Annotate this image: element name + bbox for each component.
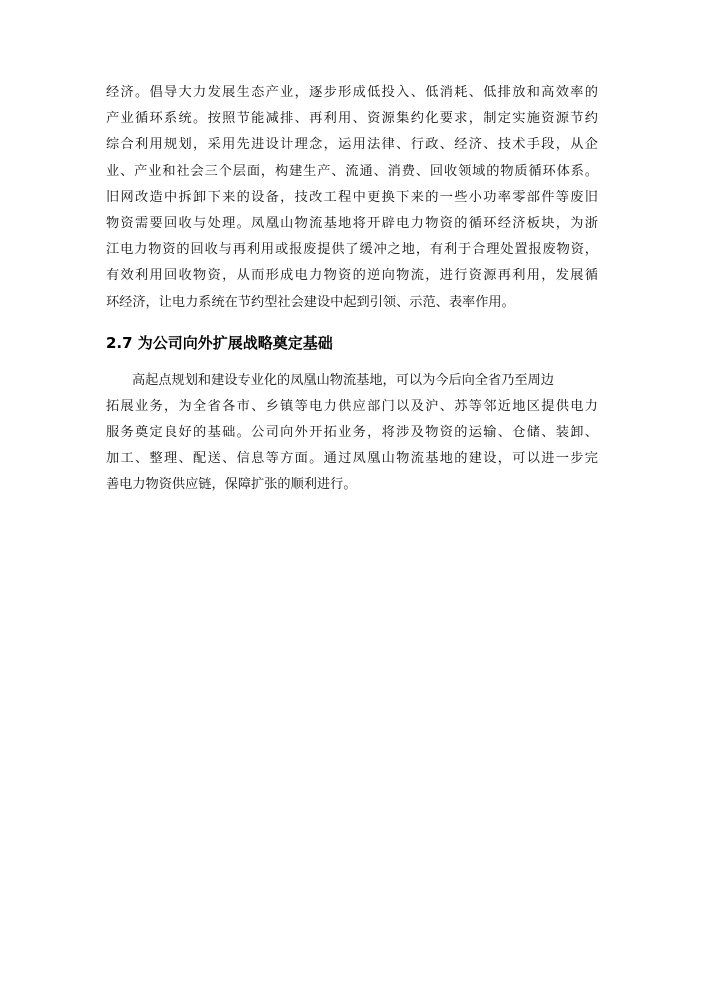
text-line: 产业循环系统。按照节能减排、再利用、资源集约化要求，制定实施资源节约 (106, 111, 598, 127)
text-line: 高起点规划和建设专业化的凤凰山物流基地，可以为今后向全省乃至周边 (132, 372, 554, 388)
text-line: 加工、整理、配送、信息等方面。通过凤凰山物流基地的建设，可以进一步完 (106, 451, 598, 467)
text-line: 经济。倡导大力发展生态产业，逐步形成低投入、低消耗、低排放和高效率的 (106, 85, 598, 100)
text-line: 服务奠定良好的基础。公司向外开拓业务，将涉及物资的运输、仓储、装卸、 (106, 425, 598, 441)
text-line: 环经济，让电力系统在节约型社会建设中起到引领、示范、表率作用。 (106, 294, 515, 310)
text-line: 综合利用规划，采用先进设计理念，运用法律、行政、经济、技术手段，从企 (106, 137, 598, 153)
text-line: 善电力物资供应链，保障扩张的顺利进行。 (106, 477, 357, 493)
paragraph-expansion-strategy (106, 368, 598, 499)
section-heading-2-7: 2.7 为公司向外扩展战略奠定基础 (106, 333, 333, 352)
document-body (106, 80, 598, 499)
text-line: 江电力物资的回收与再利用或报废提供了缓冲之地，有利于合理处置报废物资， (106, 242, 598, 258)
text-line: 拓展业务，为全省各市、乡镇等电力供应部门以及沪、苏等邻近地区提供电力 (106, 398, 598, 414)
text-line: 物资需要回收与处理。凤凰山物流基地将开辟电力物资的循环经济板块，为浙 (106, 215, 598, 231)
text-line: 旧网改造中拆卸下来的设备，技改工程中更换下来的一些小功率零部件等废旧 (106, 189, 598, 205)
text-line: 有效利用回收物资，从而形成电力物资的逆向物流，进行资源再利用，发展循 (106, 268, 598, 284)
text-line: 业、产业和社会三个层面，构建生产、流通、消费、回收领域的物质循环体系。 (106, 163, 598, 179)
paragraph-circular-economy (106, 80, 598, 316)
